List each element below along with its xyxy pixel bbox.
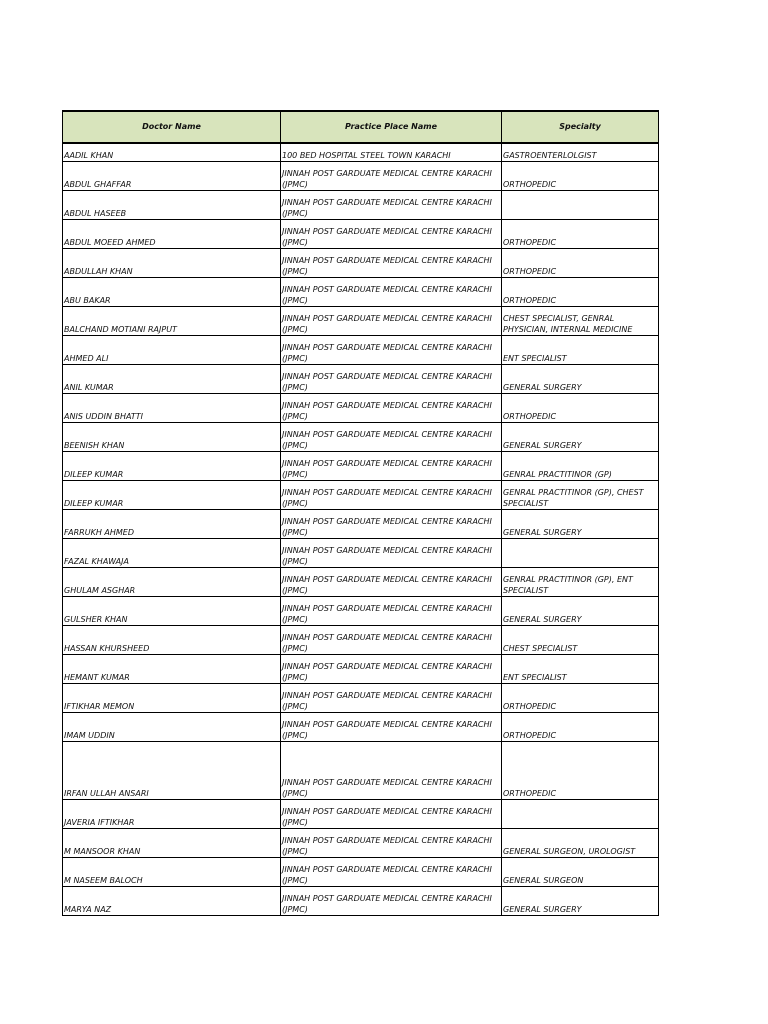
document-page	[62, 110, 658, 916]
doctor-name-cell: GHULAM ASGHAR	[63, 568, 281, 597]
table-row	[63, 336, 659, 365]
specialty-cell: ENT SPECIALIST	[502, 655, 659, 684]
doctor-name-cell: GULSHER KHAN	[63, 597, 281, 626]
specialty-cell: GENERAL SURGERY	[502, 597, 659, 626]
doctor-table	[62, 110, 659, 916]
specialty-cell: GENERAL SURGERY	[502, 365, 659, 394]
practice-place-cell: JINNAH POST GARDUATE MEDICAL CENTRE KARACHI (JPMC)	[281, 162, 502, 191]
practice-place-cell: JINNAH POST GARDUATE MEDICAL CENTRE KARACHI (JPMC)	[281, 597, 502, 626]
doctor-name-cell: IMAM UDDIN	[63, 713, 281, 742]
practice-place-cell: JINNAH POST GARDUATE MEDICAL CENTRE KARACHI (JPMC)	[281, 655, 502, 684]
practice-place-cell: JINNAH POST GARDUATE MEDICAL CENTRE KARACHI (JPMC)	[281, 307, 502, 336]
practice-place-cell: JINNAH POST GARDUATE MEDICAL CENTRE KARACHI (JPMC)	[281, 713, 502, 742]
header-doctor-name: Doctor Name	[63, 111, 281, 143]
doctor-name-cell: FARRUKH AHMED	[63, 510, 281, 539]
doctor-name-cell: BEENISH KHAN	[63, 423, 281, 452]
practice-place-cell: JINNAH POST GARDUATE MEDICAL CENTRE KARACHI (JPMC)	[281, 481, 502, 510]
header-practice-place: Practice Place Name	[281, 111, 502, 143]
doctor-name-cell: IRFAN ULLAH ANSARI	[63, 742, 281, 800]
doctor-name-cell: ABU BAKAR	[63, 278, 281, 307]
doctor-name-cell: MARYA NAZ	[63, 887, 281, 916]
practice-place-cell: JINNAH POST GARDUATE MEDICAL CENTRE KARACHI (JPMC)	[281, 452, 502, 481]
table-row	[63, 394, 659, 423]
table-row	[63, 143, 659, 162]
doctor-name-cell: AHMED ALI	[63, 336, 281, 365]
doctor-name-cell: ABDUL MOEED AHMED	[63, 220, 281, 249]
specialty-cell: CHEST SPECIALIST	[502, 626, 659, 655]
table-header-row	[63, 111, 659, 143]
table-row	[63, 800, 659, 829]
practice-place-cell: JINNAH POST GARDUATE MEDICAL CENTRE KARACHI (JPMC)	[281, 684, 502, 713]
doctor-name-cell: DILEEP KUMAR	[63, 452, 281, 481]
table-row	[63, 829, 659, 858]
practice-place-cell: JINNAH POST GARDUATE MEDICAL CENTRE KARACHI (JPMC)	[281, 423, 502, 452]
practice-place-cell: JINNAH POST GARDUATE MEDICAL CENTRE KARACHI (JPMC)	[281, 336, 502, 365]
table-row	[63, 713, 659, 742]
specialty-cell: GENERAL SURGERY	[502, 887, 659, 916]
specialty-cell: ORTHOPEDIC	[502, 220, 659, 249]
doctor-name-cell: ABDULLAH KHAN	[63, 249, 281, 278]
table-row	[63, 191, 659, 220]
table-row	[63, 220, 659, 249]
table-row	[63, 510, 659, 539]
table-row	[63, 539, 659, 568]
specialty-cell: ORTHOPEDIC	[502, 713, 659, 742]
table-row	[63, 742, 659, 800]
practice-place-cell: JINNAH POST GARDUATE MEDICAL CENTRE KARACHI (JPMC)	[281, 394, 502, 423]
specialty-cell: GENERAL SURGEON	[502, 858, 659, 887]
table-row	[63, 278, 659, 307]
table-row	[63, 249, 659, 278]
header-specialty: Specialty	[502, 111, 659, 143]
doctor-name-cell: M MANSOOR KHAN	[63, 829, 281, 858]
specialty-cell: GENRAL PRACTITINOR (GP)	[502, 452, 659, 481]
doctor-name-cell: ABDUL GHAFFAR	[63, 162, 281, 191]
doctor-name-cell: HEMANT KUMAR	[63, 655, 281, 684]
table-row	[63, 365, 659, 394]
doctor-name-cell: FAZAL KHAWAJA	[63, 539, 281, 568]
specialty-cell: ORTHOPEDIC	[502, 249, 659, 278]
practice-place-cell: JINNAH POST GARDUATE MEDICAL CENTRE KARACHI (JPMC)	[281, 510, 502, 539]
specialty-cell: ORTHOPEDIC	[502, 278, 659, 307]
table-row	[63, 452, 659, 481]
table-body	[63, 143, 659, 916]
doctor-name-cell: ANIS UDDIN BHATTI	[63, 394, 281, 423]
practice-place-cell: JINNAH POST GARDUATE MEDICAL CENTRE KARACHI (JPMC)	[281, 568, 502, 597]
table-row	[63, 858, 659, 887]
specialty-cell: GASTROENTERLOLGIST	[502, 143, 659, 162]
doctor-name-cell: DILEEP KUMAR	[63, 481, 281, 510]
doctor-name-cell: AADIL KHAN	[63, 143, 281, 162]
specialty-cell	[502, 800, 659, 829]
doctor-name-cell: BALCHAND MOTIANI RAJPUT	[63, 307, 281, 336]
specialty-cell: ORTHOPEDIC	[502, 684, 659, 713]
specialty-cell: ORTHOPEDIC	[502, 394, 659, 423]
specialty-cell	[502, 539, 659, 568]
specialty-cell: ENT SPECIALIST	[502, 336, 659, 365]
practice-place-cell: JINNAH POST GARDUATE MEDICAL CENTRE KARACHI (JPMC)	[281, 220, 502, 249]
specialty-cell: GENERAL SURGERY	[502, 423, 659, 452]
specialty-cell: GENRAL PRACTITINOR (GP), ENT SPECIALIST	[502, 568, 659, 597]
specialty-cell: ORTHOPEDIC	[502, 742, 659, 800]
practice-place-cell: JINNAH POST GARDUATE MEDICAL CENTRE KARACHI (JPMC)	[281, 539, 502, 568]
specialty-cell	[502, 191, 659, 220]
practice-place-cell: JINNAH POST GARDUATE MEDICAL CENTRE KARACHI (JPMC)	[281, 278, 502, 307]
practice-place-cell: JINNAH POST GARDUATE MEDICAL CENTRE KARACHI (JPMC)	[281, 858, 502, 887]
doctor-name-cell: IFTIKHAR MEMON	[63, 684, 281, 713]
doctor-name-cell: M NASEEM BALOCH	[63, 858, 281, 887]
doctor-name-cell: ANIL KUMAR	[63, 365, 281, 394]
doctor-name-cell: JAVERIA IFTIKHAR	[63, 800, 281, 829]
doctor-name-cell: HASSAN KHURSHEED	[63, 626, 281, 655]
table-row	[63, 655, 659, 684]
table-row	[63, 423, 659, 452]
specialty-cell: GENRAL PRACTITINOR (GP), CHEST SPECIALIST	[502, 481, 659, 510]
table-row	[63, 684, 659, 713]
practice-place-cell: JINNAH POST GARDUATE MEDICAL CENTRE KARACHI (JPMC)	[281, 626, 502, 655]
practice-place-cell: JINNAH POST GARDUATE MEDICAL CENTRE KARACHI (JPMC)	[281, 829, 502, 858]
table-row	[63, 887, 659, 916]
practice-place-cell: JINNAH POST GARDUATE MEDICAL CENTRE KARACHI (JPMC)	[281, 800, 502, 829]
practice-place-cell: JINNAH POST GARDUATE MEDICAL CENTRE KARACHI (JPMC)	[281, 742, 502, 800]
doctor-name-cell: ABDUL HASEEB	[63, 191, 281, 220]
practice-place-cell: 100 BED HOSPITAL STEEL TOWN KARACHI	[281, 143, 502, 162]
specialty-cell: ORTHOPEDIC	[502, 162, 659, 191]
table-row	[63, 597, 659, 626]
table-row	[63, 481, 659, 510]
practice-place-cell: JINNAH POST GARDUATE MEDICAL CENTRE KARACHI (JPMC)	[281, 191, 502, 220]
practice-place-cell: JINNAH POST GARDUATE MEDICAL CENTRE KARACHI (JPMC)	[281, 365, 502, 394]
table-row	[63, 626, 659, 655]
specialty-cell: GENERAL SURGEON, UROLOGIST	[502, 829, 659, 858]
table-row	[63, 568, 659, 597]
table-row	[63, 307, 659, 336]
practice-place-cell: JINNAH POST GARDUATE MEDICAL CENTRE KARACHI (JPMC)	[281, 887, 502, 916]
specialty-cell: GENERAL SURGERY	[502, 510, 659, 539]
practice-place-cell: JINNAH POST GARDUATE MEDICAL CENTRE KARACHI (JPMC)	[281, 249, 502, 278]
table-row	[63, 162, 659, 191]
specialty-cell: CHEST SPECIALIST, GENRAL PHYSICIAN, INTERNAL MEDICINE	[502, 307, 659, 336]
